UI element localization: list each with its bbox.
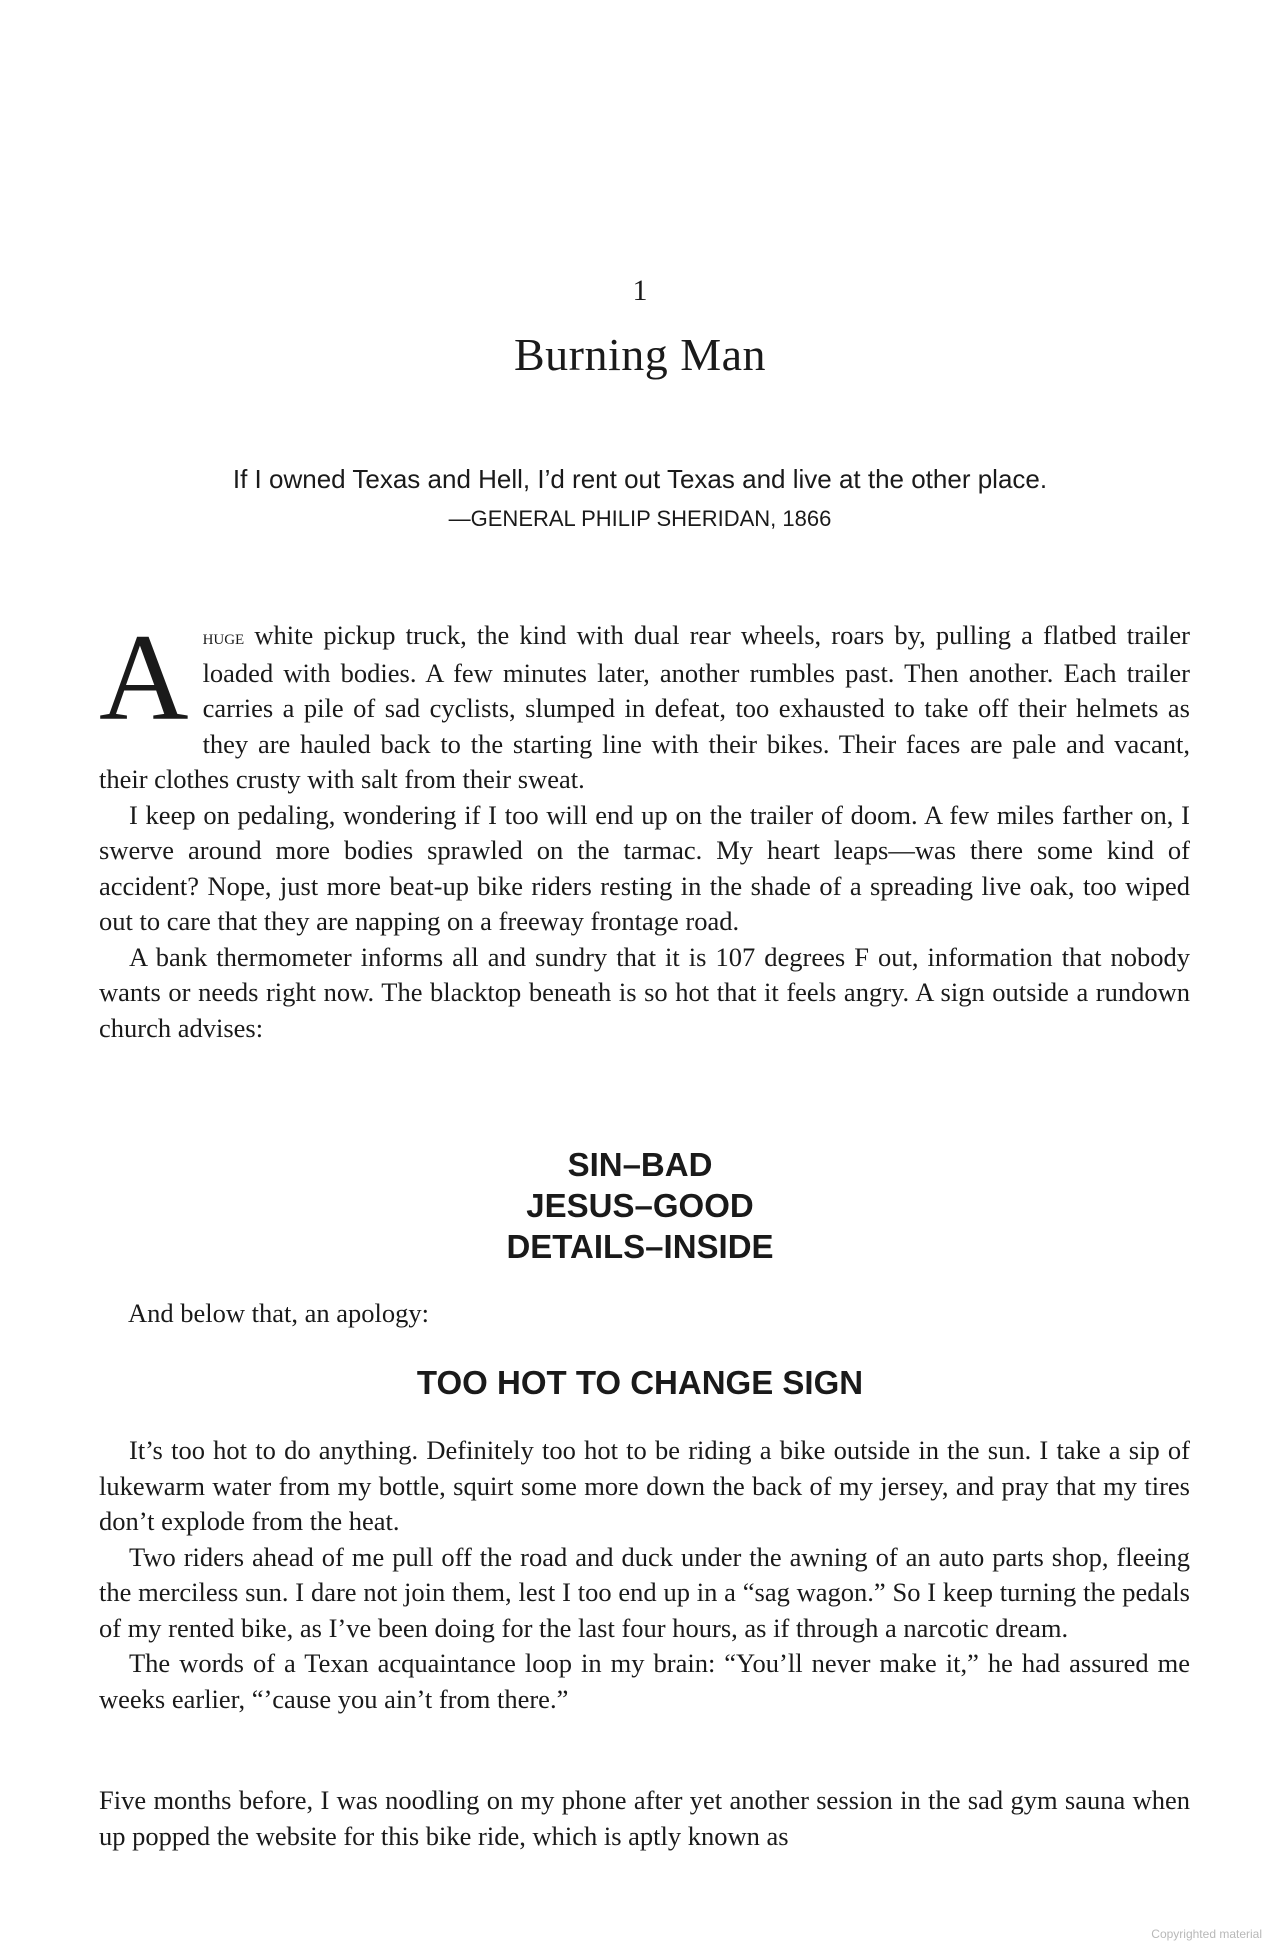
apology-intro: And below that, an apology: [128, 1298, 430, 1328]
small-caps-lead: huge [202, 625, 245, 649]
epigraph-attribution: —GENERAL PHILIP SHERIDAN, 1866 [448, 506, 832, 531]
body-text-section-1 [99, 609, 1190, 1046]
church-sign [0, 1144, 1280, 1267]
epigraph-quote: If I owned Texas and Hell, I’d rent out Texas and live at the other place. [232, 464, 1048, 494]
paragraph: Two riders ahead of me pull off the road and duck under the awning of an auto parts shop, fleeing the merciless sun. I dare not join them, lest I too end up in a “sag wagon.” So I keep turning the pedals of my rented bike, as I’ve been doing for the last four hours, as if through a narcotic dream. [99, 1541, 1190, 1643]
sign-line: SIN–BAD [567, 1146, 713, 1183]
body-text-section-2 [99, 1433, 1190, 1717]
opening-text: white pickup truck, the kind with dual rear wheels, roars by, pulling a flatbed trailer loaded with bodies. A few minutes later, another rumbles past. Then another. Each trailer carries a pile of sad cyclists, slumped in defeat, too exhausted to take off their helmets as they are hauled back to the starting line with their bikes. Their faces are pale and vacant, their clothes crusty with salt from their sweat. [99, 620, 1190, 794]
paragraph: Five months before, I was noodling on my phone after yet another session in the sad gym sauna when up popped the website for this bike ride, which is aptly known as [99, 1785, 1190, 1851]
drop-cap: A [99, 609, 189, 746]
sign-line: JESUS–GOOD [526, 1187, 754, 1224]
copyright-notice: Copyrighted material [1151, 1927, 1262, 1941]
chapter-number: 1 [632, 274, 648, 307]
paragraph: The words of a Texan acquaintance loop in my brain: “You’ll never make it,” he had assured me weeks earlier, “’cause you ain’t from there.” [99, 1648, 1190, 1714]
paragraph: It’s too hot to do anything. Definitely too hot to be riding a bike outside in the sun. I take a sip of lukewarm water from my bottle, squirt some more down the back of my jersey, and pray that my tires don’t explode from the heat. [99, 1435, 1190, 1536]
body-text-section-3 [99, 1783, 1190, 1854]
chapter-title: Burning Man [513, 329, 767, 380]
opening-paragraph [99, 609, 1190, 798]
apology-sign: TOO HOT TO CHANGE SIGN [416, 1364, 864, 1401]
paragraph: I keep on pedaling, wondering if I too will end up on the trailer of doom. A few miles farther on, I swerve around more bodies sprawled on the tarmac. My heart leaps—was there some kind of accident? Nope, just more beat-up bike riders resting in the shade of a spreading live oak, too wiped out to care that they are napping on a freeway frontage road. [99, 799, 1190, 936]
sign-line: DETAILS–INSIDE [506, 1228, 774, 1265]
paragraph: A bank thermometer informs all and sundry that it is 107 degrees F out, information that nobody wants or needs right now. The blacktop beneath is so hot that it feels angry. A sign outside a rundown church advises: [99, 941, 1190, 1043]
